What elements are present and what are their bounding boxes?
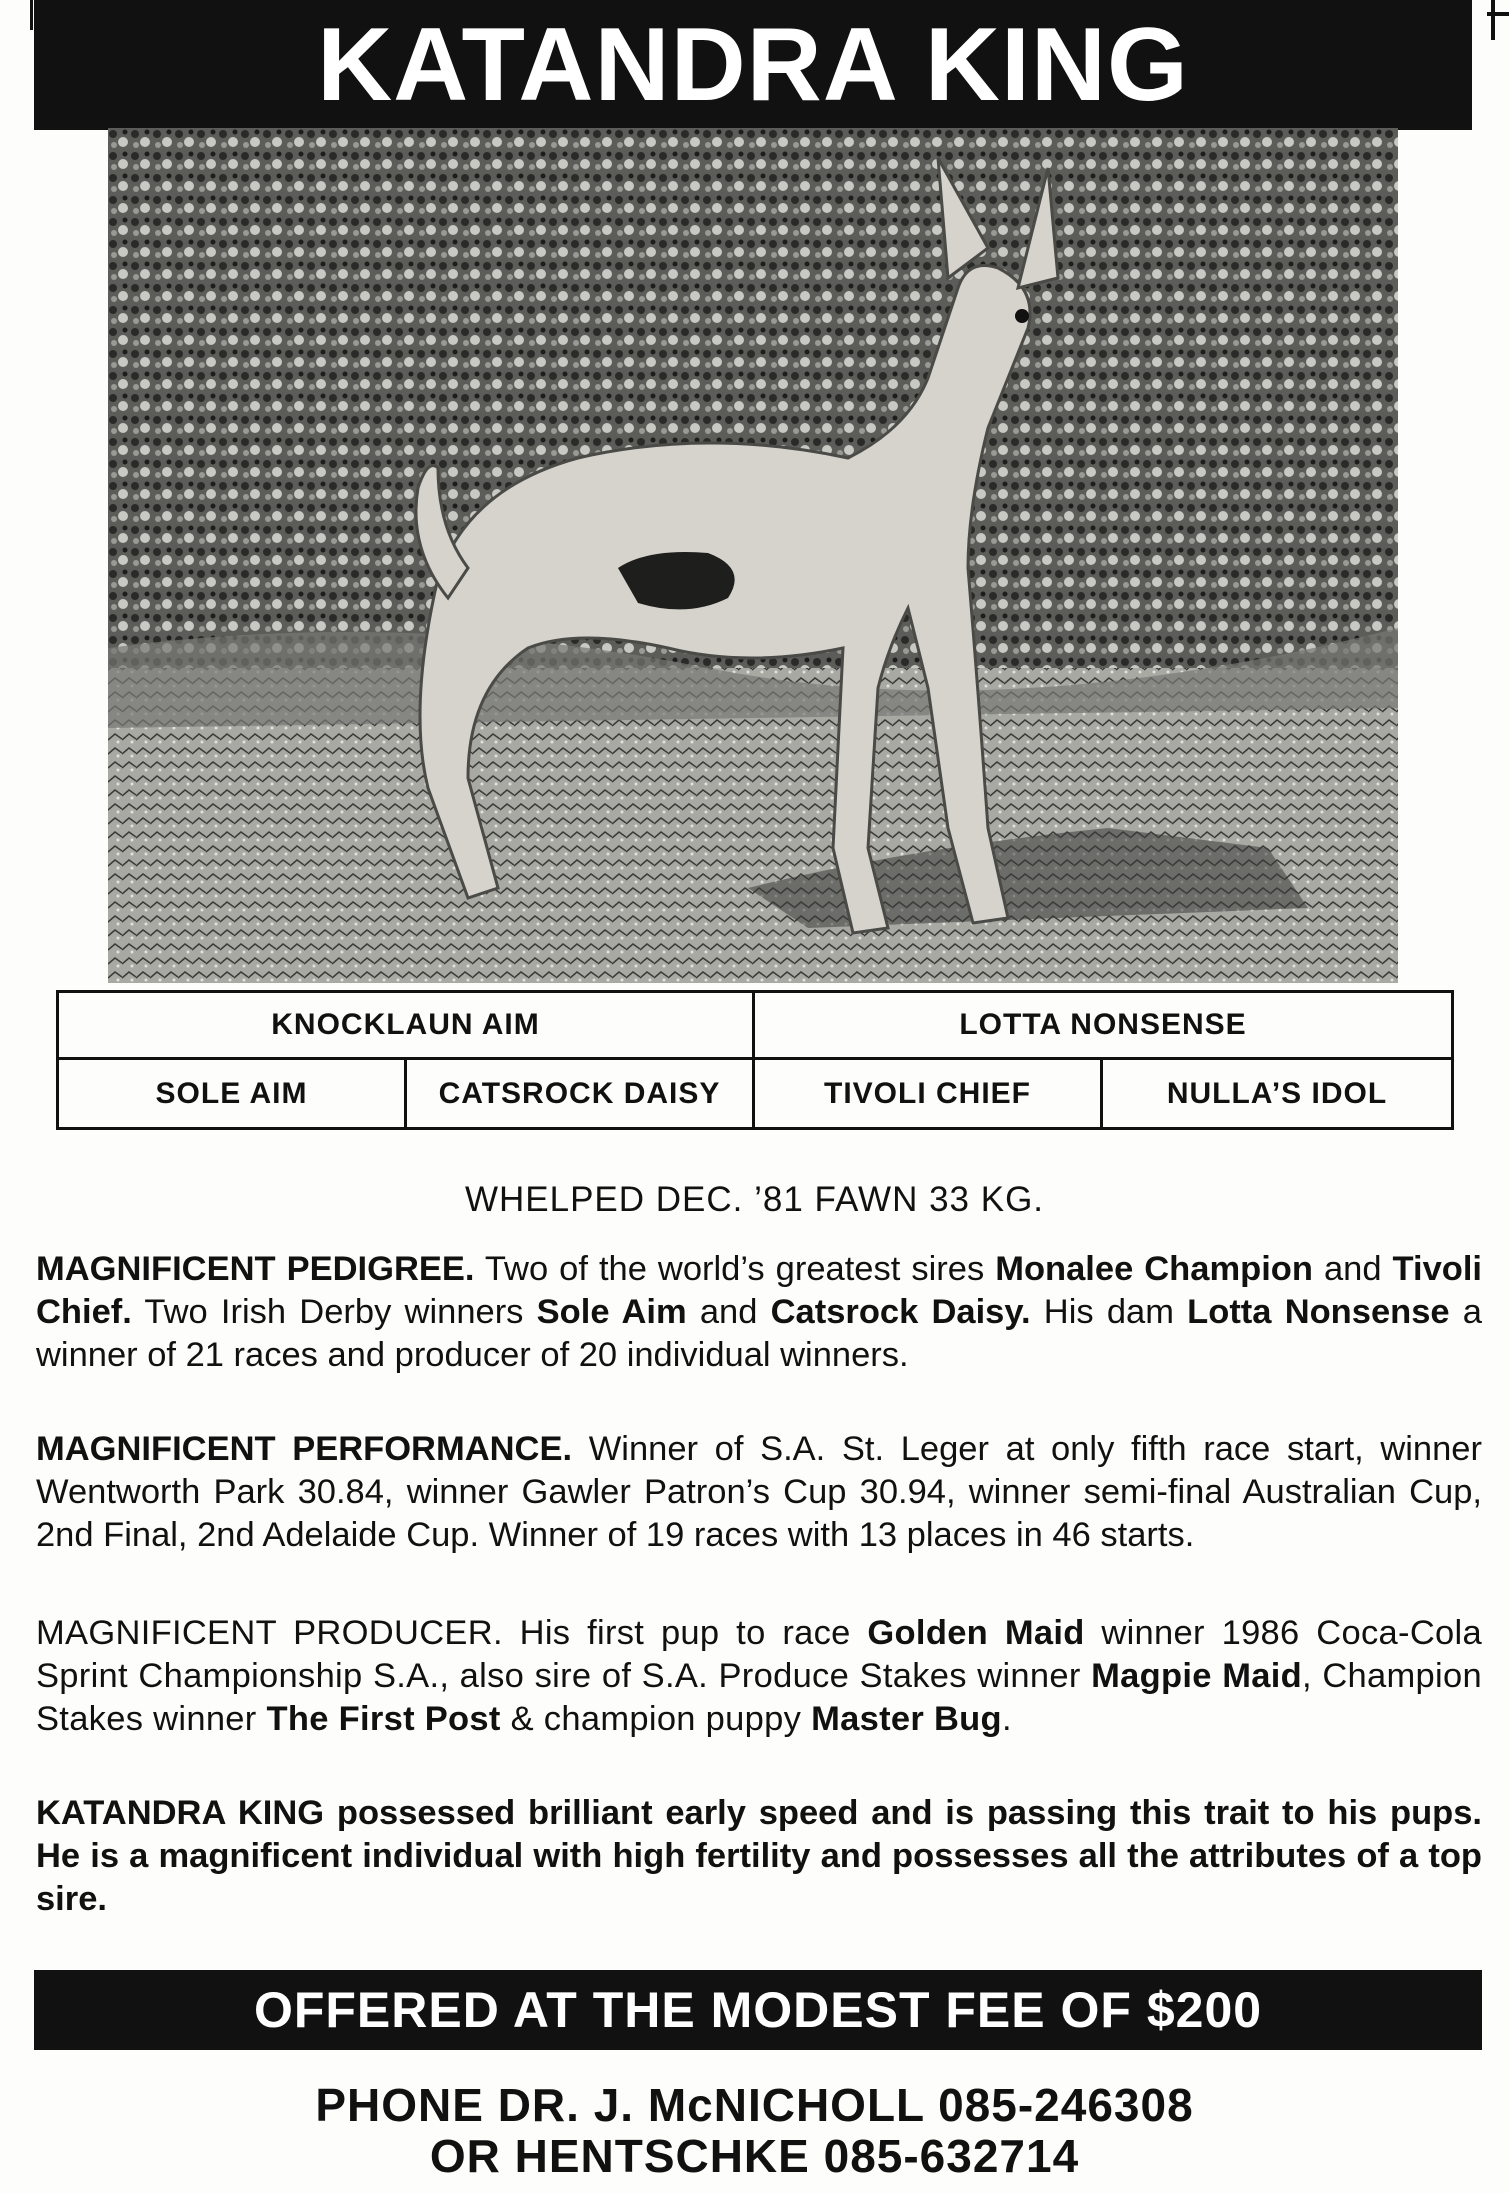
title-banner xyxy=(34,0,1472,130)
fee-text: OFFERED AT THE MODEST FEE OF $200 xyxy=(253,1982,1263,2038)
text-run: and xyxy=(1312,1250,1393,1288)
fee-banner xyxy=(34,1970,1482,2050)
page-title: KATANDRA KING xyxy=(317,7,1189,123)
greyhound-photo xyxy=(108,128,1398,983)
greyhound-photo-illustration xyxy=(108,128,1398,983)
text-run: . xyxy=(1001,1700,1012,1738)
progeny-name: Magpie Maid xyxy=(1091,1657,1302,1695)
summary-paragraph: KATANDRA KING possessed brilliant early speed and is passing this trait to his pups. He is a magnificent individual with high fertility and possesses all the attributes of a top sire. xyxy=(36,1794,1482,1918)
text-run: Two of the world’s greatest sires xyxy=(474,1250,996,1288)
winner-name: Sole Aim xyxy=(536,1293,687,1331)
progeny-name: The First Post xyxy=(266,1700,501,1738)
pedigree-table xyxy=(56,990,1454,1130)
pedigree-dam-sire: TIVOLI CHIEF xyxy=(755,1060,1103,1127)
pedigree-sire: KNOCKLAUN AIM xyxy=(59,993,755,1060)
text-run: a winner of 21 races and producer of 20 individual winners. xyxy=(36,1293,1482,1374)
pedigree-dam-dam: NULLA’S IDOL xyxy=(1166,1076,1388,1110)
text-run: and xyxy=(686,1293,771,1331)
text-run: & champion puppy xyxy=(500,1700,812,1738)
performance-text: Winner of S.A. St. Leger at only fifth race start, winner Wentworth Park 30.84, winner Gawler Patron’s Cup 30.94, winner semi-final Australian Cup, 2nd Final, 2nd Adelaide Cup. Winner of 19 races with 13 places in 46 starts. xyxy=(36,1430,1482,1554)
phone-line-1: PHONE DR. J. McNICHOLL 085-246308 xyxy=(315,2079,1194,2131)
text-run: winner 1986 Coca-Cola Sprint Championship S.A., also sire of S.A. Produce Stakes winner xyxy=(36,1614,1482,1695)
corner-mark-left xyxy=(30,0,33,30)
sire-name: Monalee Champion xyxy=(995,1250,1313,1288)
winner-name: Catsrock Daisy. xyxy=(770,1293,1031,1331)
performance-paragraph xyxy=(36,1428,1482,1557)
pedigree-sire-sire: SOLE AIM xyxy=(59,1060,407,1127)
text-run: His dam xyxy=(1030,1293,1188,1331)
performance-heading: MAGNIFICENT PERFORMANCE. xyxy=(36,1430,573,1468)
text-run: His first pup to race xyxy=(502,1614,868,1652)
producer-heading: MAGNIFICENT PRODUCER. xyxy=(36,1614,503,1652)
producer-paragraph xyxy=(36,1612,1482,1741)
progeny-name: Master Bug xyxy=(811,1700,1002,1738)
dam-name: Lotta Nonsense xyxy=(1187,1293,1450,1331)
whelped-line: WHELPED DEC. ’81 FAWN 33 KG. xyxy=(464,1180,1045,1219)
text-run: Two Irish Derby winners xyxy=(131,1293,537,1331)
pedigree-dam: LOTTA NONSENSE xyxy=(755,993,1451,1060)
corner-mark-right xyxy=(1491,0,1495,40)
pedigree-heading: MAGNIFICENT PEDIGREE. xyxy=(36,1250,475,1288)
pedigree-paragraph xyxy=(36,1248,1482,1377)
text-run: , Champion Stakes winner xyxy=(36,1657,1482,1738)
corner-mark-right-tick xyxy=(1487,12,1509,16)
pedigree-sire-dam: CATSROCK DAISY xyxy=(407,1060,755,1127)
progeny-name: Golden Maid xyxy=(867,1614,1085,1652)
phone-line-2: OR HENTSCHKE 085-632714 xyxy=(429,2130,1080,2182)
sire-name: Tivoli Chief. xyxy=(36,1250,1483,1331)
